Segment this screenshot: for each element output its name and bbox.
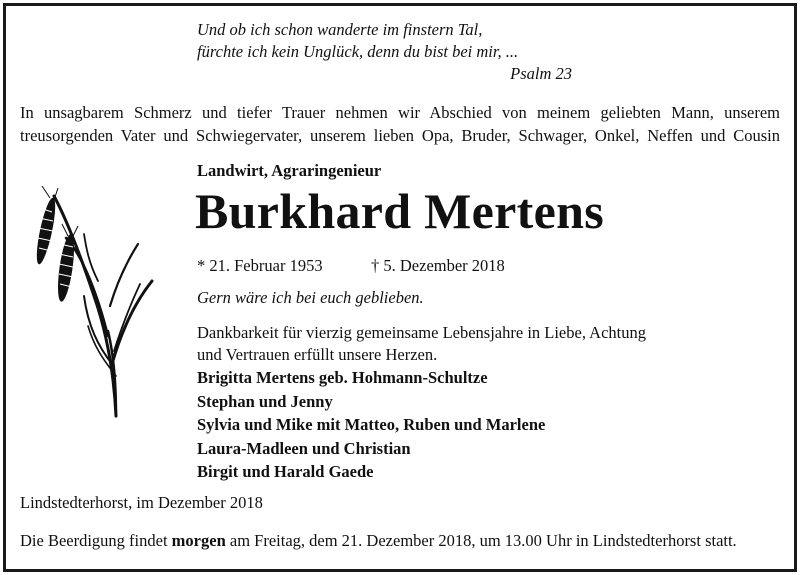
- occupation: Landwirt, Agraringenieur: [197, 161, 382, 180]
- funeral-text-before: Die Beerdigung findet: [20, 531, 168, 550]
- intro-line: treusorgenden Vater und Schwiegervater, unserem lieben Opa, Bruder, Schwager, Onkel, Neffen und Cousin: [20, 126, 780, 145]
- mourner-entry: Birgit und Harald Gaede: [197, 462, 374, 481]
- funeral-text-after: am Freitag, dem 21. Dezember 2018, um 13.00 Uhr in Lindstedterhorst statt.: [229, 531, 737, 550]
- intro-line: In unsagbarem Schmerz und tiefer Trauer nehmen wir Abschied von meinem geliebten Mann, unserem: [20, 103, 780, 122]
- mourners-list: [197, 366, 545, 484]
- gratitude-line: Dankbarkeit für vierzig gemeinsame Lebensjahre in Liebe, Achtung: [197, 323, 646, 342]
- mourner-entry: Brigitta Mertens geb. Hohmann-Schultze: [197, 368, 488, 387]
- wheat-ears-icon: [28, 186, 158, 426]
- mourner-entry: Laura-Madleen und Christian: [197, 438, 411, 458]
- verse-reference: Psalm 23: [510, 64, 572, 83]
- farewell-quote: Gern wäre ich bei euch geblieben.: [197, 288, 424, 307]
- funeral-day-emphasis: morgen: [171, 531, 226, 550]
- mourner-entry: Stephan und Jenny: [197, 391, 333, 411]
- funeral-info: [20, 531, 737, 551]
- gratitude-line: und Vertrauen erfüllt unsere Herzen.: [197, 345, 438, 364]
- deceased-name: Burkhard Mertens: [195, 183, 604, 239]
- life-dates: [197, 256, 505, 276]
- place-and-date: Lindstedterhorst, im Dezember 2018: [20, 493, 263, 512]
- death-date: † 5. Dezember 2018: [371, 256, 505, 275]
- birth-date: * 21. Februar 1953: [197, 256, 323, 275]
- intro-text: [20, 101, 780, 147]
- mourner-entry: Sylvia und Mike mit Matteo, Ruben und Marlene: [197, 415, 546, 434]
- bible-verse: [197, 19, 572, 85]
- verse-line: fürchte ich kein Unglück, denn du bist bei mir, ...: [197, 42, 519, 61]
- verse-line: Und ob ich schon wanderte im finstern Tal,: [197, 20, 483, 39]
- gratitude-text: [197, 322, 646, 366]
